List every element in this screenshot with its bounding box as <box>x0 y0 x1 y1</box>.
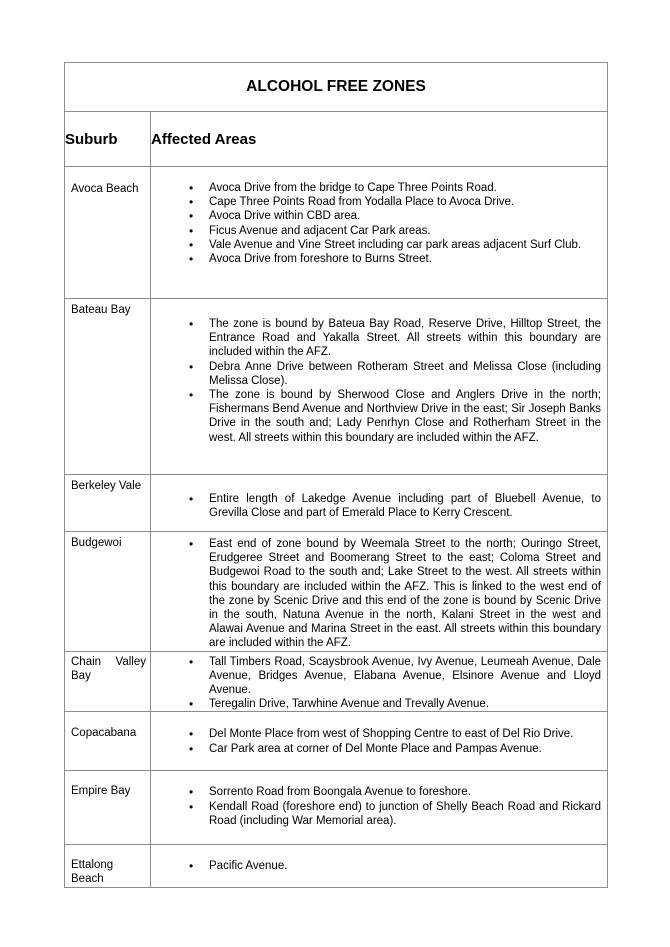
affected-areas-cell <box>151 167 608 299</box>
list-item: • Ficus Avenue and adjacent Car Park areas. <box>151 224 601 238</box>
table-row <box>65 167 608 299</box>
affected-areas-cell <box>151 712 608 771</box>
suburb-cell: Avoca Beach <box>65 167 151 299</box>
affected-areas-cell <box>151 771 608 845</box>
affected-areas-list <box>151 537 601 651</box>
list-item: • Kendall Road (foreshore end) to junction of Shelly Beach Road and Rickard Road (including War Memorial area). <box>151 800 601 828</box>
list-item: • Avoca Drive from the bridge to Cape Three Points Road. <box>151 181 601 195</box>
alcohol-free-zones-table <box>64 62 608 888</box>
list-item: • Pacific Avenue. <box>151 859 601 873</box>
table-row <box>65 712 608 771</box>
affected-areas-cell <box>151 845 608 888</box>
table-row <box>65 771 608 845</box>
column-header-affected-areas: Affected Areas <box>151 112 608 167</box>
list-item: • Avoca Drive from foreshore to Burns Street. <box>151 252 601 266</box>
table-row <box>65 299 608 475</box>
list-item: • East end of zone bound by Weemala Street to the north; Ouringo Street, Erudgeree Street and Boomerang Street to the east; Coloma Street and Budgewoi Road to the south and; Lake Street to the west. All streets within this boundary are included within the AFZ. This is linked to the west end of the zone by Scenic Drive and this end of the zone is bound by Scenic Drive in the south, Natuna Avenue in the north, Kalani Street in the west and Alawai Avenue and Marina Street in the east. All streets within this boundary are included within the AFZ. <box>151 537 601 651</box>
affected-areas-list <box>151 655 601 712</box>
suburb-cell: Chain Valley Bay <box>65 651 151 712</box>
list-item: • Avoca Drive within CBD area. <box>151 209 601 223</box>
affected-areas-list <box>151 492 601 520</box>
list-item: • Car Park area at corner of Del Monte Place and Pampas Avenue. <box>151 742 601 756</box>
list-item: • Del Monte Place from west of Shopping Centre to east of Del Rio Drive. <box>151 727 601 741</box>
list-item: • The zone is bound by Sherwood Close and Anglers Drive in the north; Fishermans Bend Avenue and Northview Drive in the east; Sir Joseph Banks Drive in the south and; Lady Penrhyn Close and Rotherham Street in the west. All streets within this boundary are included within the AFZ. <box>151 388 601 445</box>
list-item: • Cape Three Points Road from Yodalla Place to Avoca Drive. <box>151 195 601 209</box>
column-header-suburb: Suburb <box>65 112 151 167</box>
table-row <box>65 845 608 888</box>
list-item: • Teregalin Drive, Tarwhine Avenue and Trevally Avenue. <box>151 697 601 711</box>
suburb-cell: Bateau Bay <box>65 299 151 475</box>
list-item: • Sorrento Road from Boongala Avenue to foreshore. <box>151 785 601 799</box>
affected-areas-list <box>151 785 601 828</box>
list-item: • Vale Avenue and Vine Street including car park areas adjacent Surf Club. <box>151 238 601 252</box>
affected-areas-cell <box>151 651 608 712</box>
affected-areas-list <box>151 859 601 873</box>
suburb-cell: Berkeley Vale <box>65 475 151 532</box>
list-item: • The zone is bound by Bateua Bay Road, Reserve Drive, Hilltop Street, the Entrance Road and Yakalla Street. All streets within this boundary are included within the AFZ. <box>151 317 601 360</box>
list-item: • Debra Anne Drive between Rotheram Street and Melissa Close (including Melissa Close). <box>151 360 601 388</box>
table-row <box>65 532 608 652</box>
affected-areas-list <box>151 181 601 266</box>
affected-areas-cell <box>151 299 608 475</box>
table-title: ALCOHOL FREE ZONES <box>65 63 608 112</box>
suburb-cell: Copacabana <box>65 712 151 771</box>
affected-areas-cell <box>151 532 608 652</box>
affected-areas-list <box>151 317 601 445</box>
table-row <box>65 475 608 532</box>
suburb-cell: Empire Bay <box>65 771 151 845</box>
affected-areas-list <box>151 727 601 755</box>
table-row <box>65 651 608 712</box>
list-item: • Entire length of Lakedge Avenue including part of Bluebell Avenue, to Grevilla Close and part of Emerald Place to Kerry Crescent. <box>151 492 601 520</box>
affected-areas-cell <box>151 475 608 532</box>
list-item: • Tall Timbers Road, Scaysbrook Avenue, Ivy Avenue, Leumeah Avenue, Dale Avenue, Bridges Avenue, Elabana Avenue, Elsinore Avenue and Lloyd Avenue. <box>151 655 601 698</box>
suburb-cell: Ettalong Beach <box>65 845 151 888</box>
suburb-cell: Budgewoi <box>65 532 151 652</box>
